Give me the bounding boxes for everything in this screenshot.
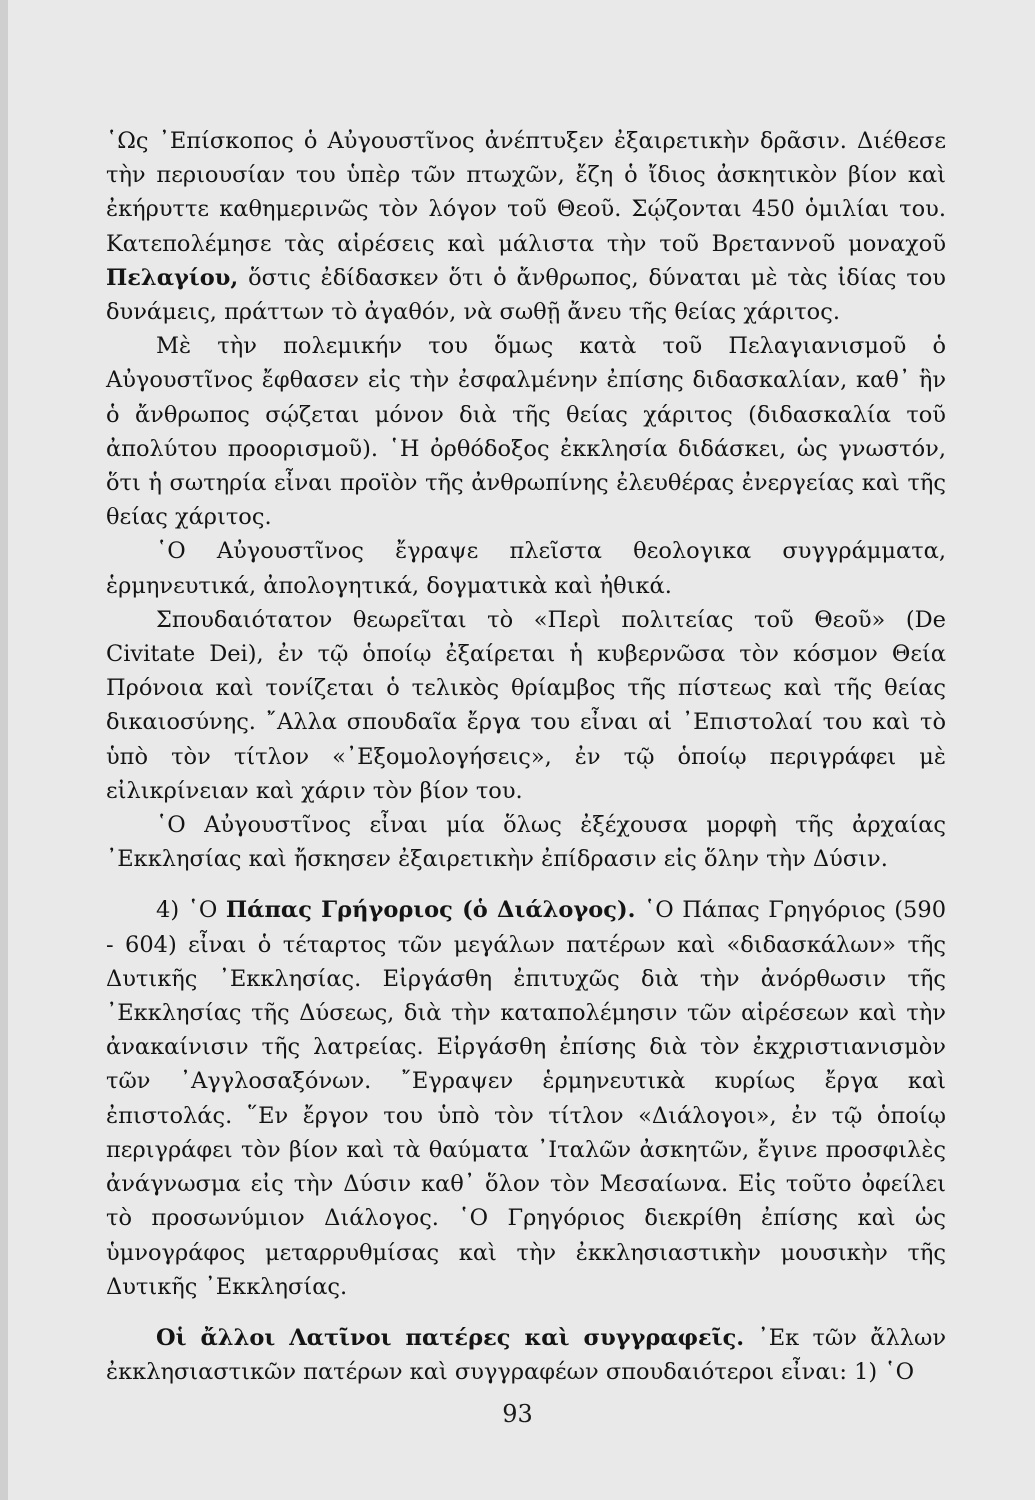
paragraph-augustine-bishop: ῾Ως ᾿Επίσκοπος ὁ Αὐγουστῖνος ἀνέπτυξεν ἐξαιρετικὴν δρᾶσιν. Διέθεσε τὴν περιουσίαν του ὑπὲρ τῶν πτωχῶν, ἔζη ὁ ἴδιος ἀσκητικὸν βίον καὶ ἐκήρυττε καθημερινῶς τὸν λόγον τοῦ Θεοῦ. Σῴζονται 450 ὁμιλίαι του. Κατεπολέμησε τὰς αἱρέσεις καὶ μάλιστα τὴν τοῦ Βρεταννοῦ μοναχοῦ Πελαγίου, ὅστις ἐδίδασκεν ὅτι ὁ ἄνθρωπος, δύναται μὲ τὰς ἰδίας του δυνάμεις, πράττων τὸ ἀγαθόν, νὰ σωθῇ ἄνευ τῆς θείας χάριτος. bbox=[106, 128, 946, 326]
paragraph-other-latin-fathers: Οἱ ἄλλοι Λατῖνοι πατέρες καὶ συγγραφεῖς. ᾿Εκ τῶν ἄλλων ἐκκλησιαστικῶν πατέρων καὶ συγγραφέων σπουδαιότεροι εἶναι: 1) ῾Ο bbox=[106, 1324, 947, 1386]
page-number: 93 bbox=[502, 1400, 533, 1428]
bold-heading-pope-gregory: Πάπας Γρήγοριος (ὁ Διάλογος). bbox=[225, 897, 636, 924]
paragraph-civitate-dei: Σπουδαιότατον θεωρεῖται τὸ «Περὶ πολιτείας τοῦ Θεοῦ» (De Civitate Dei), ἐν τῷ ὁποίῳ ἐξαίρεται ἡ κυβερνῶσα τὸν κόσμον Θεία Πρόνοια καὶ τονίζεται ὁ τελικὸς θρίαμβος τῆς πίστεως καὶ τῆς θείας δικαιοσύνης. ῎Αλλα σπουδαῖα ἔργα του εἶναι αἱ ᾿Επιστολαί του καὶ τὸ ὑπὸ τὸν τίτλον «᾿Εξομολογήσεις», ἐν τῷ ὁποίῳ περιγράφει μὲ εἰλικρίνειαν καὶ χάριν τὸν βίον του. bbox=[106, 606, 946, 804]
body-text bbox=[106, 124, 946, 1389]
paragraph-pelagianism: Μὲ τὴν πολεμικήν του ὅμως κατὰ τοῦ Πελαγιανισμοῦ ὁ Αὐγουστῖνος ἔφθασεν εἰς τὴν ἐσφαλμένην ἐπίσης διδασκαλίαν, καθ᾿ ἣν ὁ ἄνθρωπος σῴζεται μόνον διὰ τῆς θείας χάριτος (διδασκαλία τοῦ ἀπολύτου προορισμοῦ). ῾Η ὀρθόδοξος ἐκκλησία διδάσκει, ὡς γνωστόν, ὅτι ἡ σωτηρία εἶναι προϊὸν τῆς ἀνθρωπίνης ἐλευθέρας ἐνεργείας καὶ τῆς θείας χάριτος. bbox=[106, 333, 946, 531]
bold-heading-other-fathers: Οἱ ἄλλοι Λατῖνοι πατέρες καὶ συγγραφεῖς. bbox=[156, 1324, 745, 1351]
paragraph-augustine-influence: ῾Ο Αὐγουστῖνος εἶναι μία ὅλως ἐξέχουσα μορφὴ τῆς ἀρχαίας ᾿Εκκλησίας καὶ ἤσκησεν ἐξαιρετικὴν ἐπίδρασιν εἰς ὅλην τὴν Δύσιν. bbox=[106, 812, 946, 873]
paragraph-pope-gregory: 4) ῾Ο Πάπας Γρήγοριος (ὁ Διάλογος). ῾Ο Πάπας Γρηγόριος (590 - 604) εἶναι ὁ τέταρτος τῶν μεγάλων πατέρων καὶ «διδασκάλων» τῆς Δυτικῆς ᾿Εκκλησίας. Εἰργάσθη ἐπιτυχῶς διὰ τὴν ἀνόρθωσιν τῆς ᾿Εκκλησίας τῆς Δύσεως, διὰ τὴν καταπολέμησιν τῶν αἱρέσεων καὶ τὴν ἀνακαίνισιν τῆς λατρείας. Εἰργάσθη ἐπίσης διὰ τὸν ἐκχριστιανισμὸν τῶν ᾿Αγγλοσαξόνων. ῎Εγραψεν ἑρμηνευτικὰ κυρίως ἔργα καὶ ἐπιστολάς. ῞Εν ἔργον του ὑπὸ τὸν τίτλον «Διάλογοι», ἐν τῷ ὁποίῳ περιγράφει τὸν βίον καὶ τὰ θαύματα ᾿Ιταλῶν ἀσκητῶν, ἔγινε προσφιλὲς ἀνάγνωσμα εἰς τὴν Δύσιν καθ᾿ ὅλον τὸν Μεσαίωνα. Εἰς τοῦτο ὀφείλει τὸ προσωνύμιον Διάλογος. ῾Ο Γρηγόριος διεκρίθη ἐπίσης καὶ ὡς ὑμνογράφος μεταρρυθμίσας καὶ τὴν ἐκκλησιαστικὴν μουσικὴν τῆς Δυτικῆς ᾿Εκκλησίας. bbox=[106, 897, 947, 1300]
paragraph-augustine-writings: ῾Ο Αὐγουστῖνος ἔγραψε πλεῖστα θεολογικα συγγράμματα, ἑρμηνευτικά, ἀπολογητικά, δογματικὰ καὶ ἠθικά. bbox=[106, 538, 946, 599]
page-edge-shadow bbox=[0, 0, 8, 1500]
bold-term-pelagius: Πελαγίου, bbox=[106, 264, 239, 291]
